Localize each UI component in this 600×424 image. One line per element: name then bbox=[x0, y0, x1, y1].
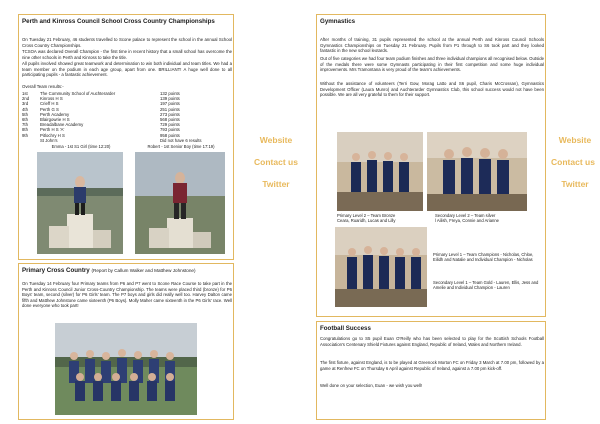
twitter-link-right[interactable]: Twitter bbox=[561, 179, 589, 189]
table-row: 6th Blairgowrie H S 568 points bbox=[22, 117, 180, 123]
photo-secondary-level-2 bbox=[427, 132, 527, 211]
cross-country-title: Perth and Kinross Council School Cross Country Championships bbox=[22, 18, 215, 25]
photo-primary-level-1 bbox=[335, 227, 427, 307]
football-paragraph-1: Congratulations go to S5 pupil Euan O'Reilly who has been selected to play for the Scottish Schools Football Association's Centenary Shield Fixtures against England, Republic of Ireland, Wales and Northern Ireland. bbox=[320, 336, 544, 347]
table-row: 5th Perth Academy 273 points bbox=[22, 111, 180, 117]
photo-primary-level-2 bbox=[337, 132, 423, 211]
contact-us-link-right[interactable]: Contact us bbox=[551, 157, 595, 167]
table-row: 8th Perth H S 'A' 793 points bbox=[22, 127, 180, 133]
photo-primary-level-1-image bbox=[335, 227, 427, 307]
website-link-right[interactable]: Website bbox=[558, 135, 592, 145]
twitter-link-left[interactable]: Twitter bbox=[262, 179, 290, 189]
cross-country-paragraph-2: TCSOA was declared Overall Champion - the first time in recent history that a small school has overcome the nine other schools in Perth and Kinross to take the title. bbox=[22, 49, 232, 60]
primary-report-by: (Report by Callum Walker and Matthew Johnstone) bbox=[91, 268, 196, 273]
football-panel bbox=[316, 321, 546, 420]
results-table bbox=[22, 91, 230, 143]
table-row: 9th Pitlochry H S 958 points bbox=[22, 132, 180, 138]
results-heading: Overall Team results:- bbox=[22, 84, 64, 89]
gymnastics-paragraph-2: Out of five categories we had four team podium finishes and three individual champions all recognised below. Outside of the medals there were some Gymnasts participating in their first competition and some huge individual improvements. Mrs Tramontana is very proud of the team's achievements. bbox=[320, 56, 544, 73]
caption-primary-level-1: Primary Level 1 – Team Champions - Nicholas, Chloe, Eilidh and Natalie and Individual Champion - Nicholas bbox=[433, 252, 534, 263]
primary-body: On Tuesday 14 February four Primary teams from P6 and P7 went to Scone Race Course to take part in the Perth and Kinross Council Junior Cross-Country Championship. The teams were placed third (bronze) for P6 Boys' team, second (silver) for P6 Girls' team. The P7 boys and girls did really well too. Harvey Dalton came fifth and Matthew Johnstone came sixteenth (P6 Boys). Molly Maher came sixteenth in the P6 Girls' race. Well done everyone who took part! bbox=[22, 281, 232, 309]
football-paragraph-3: Well done on your selection, Euan - we wish you well! bbox=[320, 383, 423, 388]
photo-robert-podium bbox=[135, 152, 225, 254]
photo-robert-image bbox=[135, 152, 225, 254]
football-paragraph-2: The first fixture, against England, is to be played at Greenock Morton FC on Friday 3 March at 7.00 pm, followed by a game at Renfrew FC on Thursday 6 April against Republic of Ireland, against a 7.00 pm kick-off. bbox=[320, 360, 544, 371]
table-row: 1st The Community School of Auchterarder 132 points bbox=[22, 91, 180, 96]
table-row: 4th Perth G S 251 points bbox=[22, 106, 180, 112]
photo-primary-level-2-image bbox=[337, 132, 423, 211]
caption-robert: Robert - 1st Senior Boy (time 17:19) bbox=[147, 144, 215, 149]
gymnastics-paragraph-1: After months of training, 31 pupils represented the school at the annual Perth and Kinross Council Schools Gymnastics Championships on Tuesday 21 February. Pupils from P1 through to S6 took part and they looked fantastic in the new school leotards. bbox=[320, 37, 544, 54]
caption-secondary-level-2: Secondary Level 2 – Team silver l Ailish, Freya, Connie and Arianne bbox=[435, 213, 500, 224]
photo-emma-podium bbox=[37, 152, 123, 254]
gymnastics-panel bbox=[316, 14, 546, 317]
gymnastics-title: Gymnastics bbox=[320, 18, 356, 25]
caption-secondary-level-1: Secondary Level 1 – Team Gold - Lauren, Ellis, Jess and Amelie and Individual Champion - Lauren bbox=[433, 280, 539, 291]
website-link-left[interactable]: Website bbox=[259, 135, 293, 145]
cross-country-paragraph-1: On Tuesday 21 February, 46 students travelled to Scone palace to represent the school in the annual School Cross Country Championships. bbox=[22, 37, 232, 48]
photo-primary-team-image bbox=[55, 323, 197, 415]
table-row: 7th Breadalbane Academy 729 points bbox=[22, 122, 180, 128]
cross-country-paragraph-3: All pupils involved showed great teamwork and determination to win both individual and team titles. We had a team member on the podium in each age group, apart from one. BRILLIANT! A huge well done to all participating pupils - a fantastic achievement. bbox=[22, 61, 232, 78]
photo-primary-team bbox=[55, 323, 197, 415]
photo-emma-image bbox=[37, 152, 123, 254]
football-title: Football Success bbox=[320, 325, 371, 332]
caption-primary-level-2: Primary Level 2 – Team Bronze Ceara, Ruaridh, Lucas and Lilly bbox=[337, 213, 396, 224]
table-row: 2nd Kinross H S 139 points bbox=[22, 96, 180, 102]
contact-us-link-left[interactable]: Contact us bbox=[254, 157, 298, 167]
gymnastics-paragraph-3: Without the assistance of volunteers (Terri Gow, Morag Latto and S6 pupil, Charis McCrossan), Gymnastics Development Officer (Laura Munro) and Auchterarder Gymnastics Club, this school success would not have been possible. We are all very grateful to them for their support. bbox=[320, 81, 544, 98]
table-row: St John's Did not have 6 results bbox=[40, 137, 202, 143]
caption-emma: Emma - 1st S1 Girl (time 12:20) bbox=[51, 144, 111, 149]
primary-cross-country-panel bbox=[18, 263, 234, 420]
cross-country-panel bbox=[18, 14, 234, 260]
table-row: 3rd Crieff H S 197 points bbox=[22, 101, 180, 107]
primary-title-line bbox=[22, 267, 234, 275]
primary-title: Primary Cross Country bbox=[22, 267, 90, 274]
photo-secondary-level-2-image bbox=[427, 132, 527, 211]
